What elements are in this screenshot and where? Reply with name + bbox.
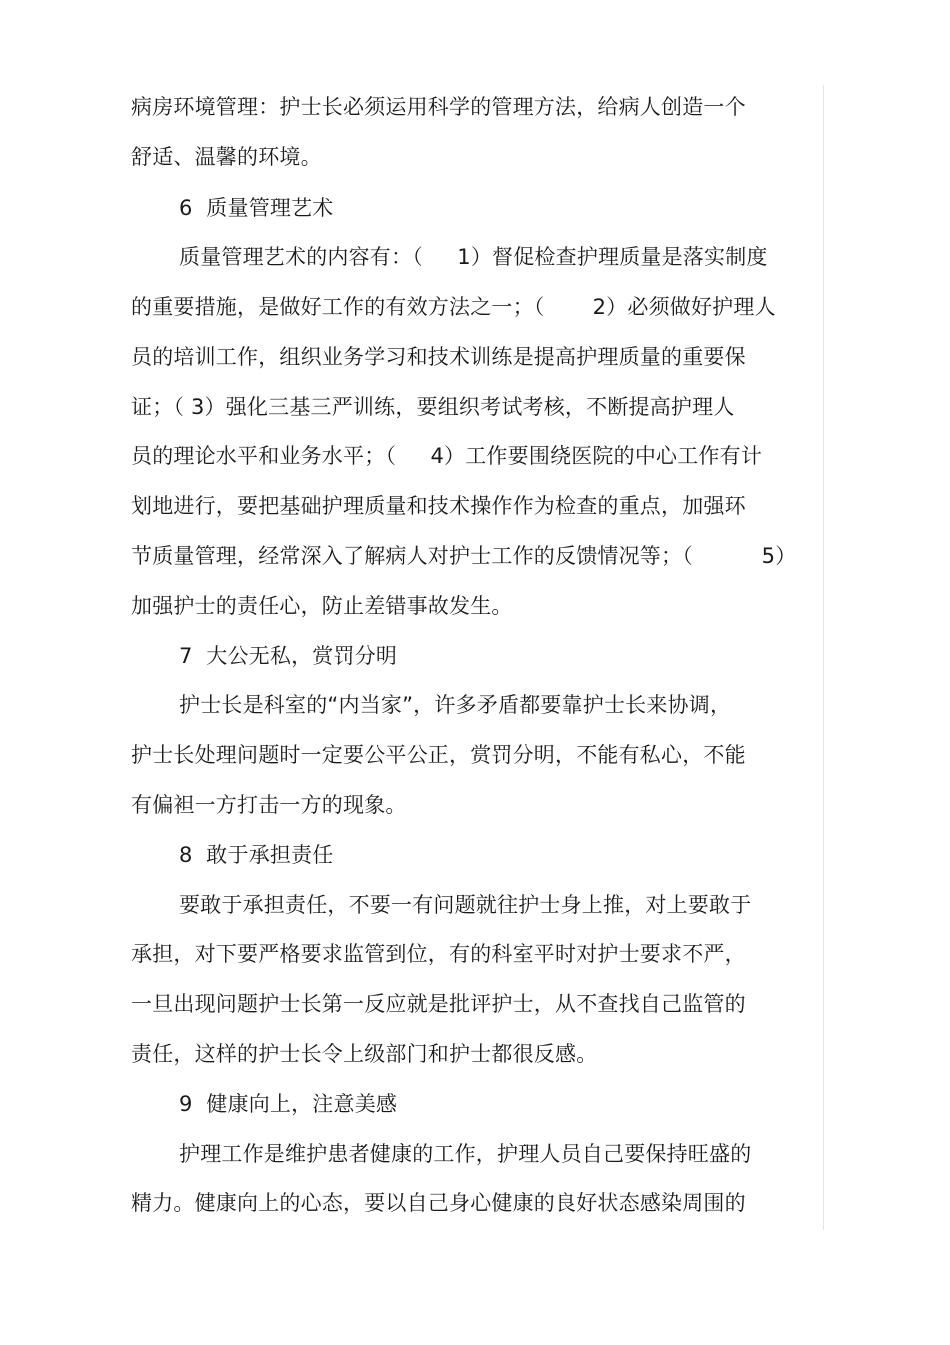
paragraph-line: 责任，这样的护士长令上级部门和护士都很反感。 bbox=[131, 1042, 598, 1066]
paragraph-line: 病房环境管理：护士长必须运用科学的管理方法，给病人创造一个 bbox=[131, 95, 746, 119]
paragraph-line: 划地进行，要把基础护理质量和技术操作作为检查的重点，加强环 bbox=[131, 494, 746, 518]
paragraph-line: 一旦出现问题护士长第一反应就是批评护士，从不查找自己监管的 bbox=[131, 992, 746, 1016]
paragraph-line: 有偏袒一方打击一方的现象。 bbox=[131, 793, 407, 817]
paragraph-line: 精力。健康向上的心态，要以自己身心健康的良好状态感染周围的 bbox=[131, 1191, 746, 1215]
section-heading-8: 8 敢于承担责任 bbox=[179, 843, 334, 867]
paragraph-line: 员的理论水平和业务水平；（ 4）工作要围绕医院的中心工作有计 bbox=[131, 444, 763, 468]
paragraph-line: 证；（ 3）强化三基三严训练，要组织考试考核，不断提高护理人 bbox=[131, 395, 735, 419]
paragraph-line: 护士长是科室的“内当家”，许多矛盾都要靠护士长来协调， bbox=[179, 693, 732, 717]
paragraph-line: 要敢于承担责任，不要一有问题就往护士身上推，对上要敢于 bbox=[179, 893, 752, 917]
paragraph-line: 的重要措施，是做好工作的有效方法之一；（ 2）必须做好护理人 bbox=[131, 295, 776, 319]
paragraph-line: 加强护士的责任心，防止差错事故发生。 bbox=[131, 594, 513, 618]
section-heading-6: 6 质量管理艺术 bbox=[179, 196, 334, 220]
page-margin-rule bbox=[823, 85, 824, 1230]
paragraph-line: 节质量管理，经常深入了解病人对护士工作的反馈情况等；（ 5） bbox=[131, 544, 797, 568]
paragraph-line: 质量管理艺术的内容有：（ 1）督促检查护理质量是落实制度 bbox=[179, 245, 768, 269]
paragraph-line: 承担，对下要严格要求监管到位，有的科室平时对护士要求不严， bbox=[131, 942, 746, 966]
paragraph-line: 护士长处理问题时一定要公平公正，赏罚分明，不能有私心，不能 bbox=[131, 743, 746, 767]
paragraph-line: 员的培训工作，组织业务学习和技术训练是提高护理质量的重要保 bbox=[131, 345, 746, 369]
section-heading-9: 9 健康向上，注意美感 bbox=[179, 1092, 398, 1116]
section-heading-7: 7 大公无私，赏罚分明 bbox=[179, 644, 398, 668]
paragraph-line: 舒适、温馨的环境。 bbox=[131, 145, 322, 169]
paragraph-line: 护理工作是维护患者健康的工作，护理人员自己要保持旺盛的 bbox=[179, 1142, 752, 1166]
